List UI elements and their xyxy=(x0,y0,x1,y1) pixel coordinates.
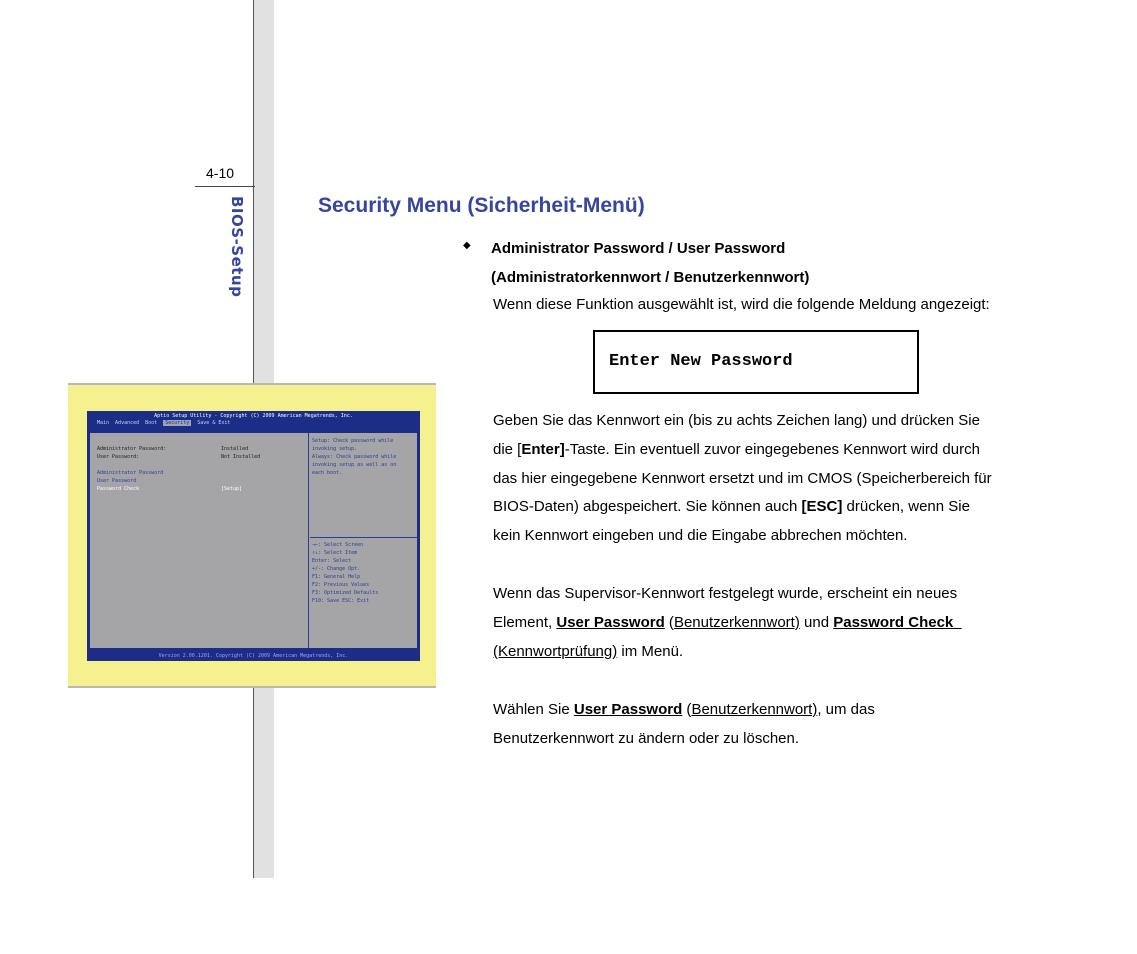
bios-tab-main: Main xyxy=(97,420,110,426)
bios-key-line: Enter: Select xyxy=(312,558,352,564)
bullet-diamond-icon: ◆ xyxy=(463,240,471,251)
item-intro: Wenn diese Funktion ausgewählt ist, wird die folgende Meldung angezeigt: xyxy=(493,296,990,313)
paragraph-line: Benutzerkennwort zu ändern oder zu löschen. xyxy=(493,729,800,747)
paragraph-user-password xyxy=(493,696,875,754)
password-check-translation: (Kennwortprüfung) xyxy=(493,642,618,660)
text-segment: ( xyxy=(664,613,674,631)
page-number-rule xyxy=(195,186,255,187)
text-segment: -Taste. Ein eventuell zuvor eingegebenes Kennwort wird durch xyxy=(564,440,980,458)
text-segment: Wählen Sie xyxy=(493,701,574,718)
bios-key-line: ↑↓: Select Item xyxy=(312,550,358,556)
text-segment: BIOS-Daten) abgespeichert. Sie können auch xyxy=(493,498,802,516)
bios-screenshot xyxy=(87,411,420,661)
password-prompt-box xyxy=(593,330,919,394)
bios-key-legend xyxy=(312,541,378,605)
bios-spacer xyxy=(97,461,308,469)
bios-tabs xyxy=(97,420,230,426)
user-password-translation: Benutzerkennwort) xyxy=(691,701,818,718)
bios-link-admin-password: Administrator Password xyxy=(97,470,164,476)
paragraph-line xyxy=(493,493,992,522)
bios-row-value: Installed xyxy=(221,446,249,452)
text-segment: und xyxy=(799,613,834,631)
esc-key-label: [ESC] xyxy=(801,498,843,516)
bios-key-line: F3: Optimized Defaults xyxy=(312,590,379,596)
user-password-link[interactable]: User Password xyxy=(556,613,665,631)
text-segment xyxy=(953,614,961,631)
item-title-line2: (Administratorkennwort / Benutzerkennwort) xyxy=(491,269,810,286)
bios-row-password-check xyxy=(97,485,308,493)
bios-tab-advanced: Advanced xyxy=(115,420,140,426)
section-heading: Security Menu (Sicherheit-Menü) xyxy=(318,194,645,217)
bios-help-line: Setup: Check password while xyxy=(312,438,394,444)
bios-title: Aptio Setup Utility - Copyright (C) 2009 American Megatrends, Inc. xyxy=(154,413,353,419)
bios-link-user-password: User Password xyxy=(97,478,137,484)
text-segment: im Menü. xyxy=(617,642,684,660)
bios-help-line: invoking setup as well as on xyxy=(312,462,397,468)
bios-help-text xyxy=(310,433,418,477)
paragraph-line: Geben Sie das Kennwort ein (bis zu achts Zeichen lang) und drücken Sie xyxy=(493,412,980,429)
bios-help-line: each boot. xyxy=(312,470,343,476)
user-password-link[interactable]: User Password xyxy=(573,701,683,718)
bios-row-label: User Password: xyxy=(97,454,140,460)
paragraph-line: kein Kennwort eingeben und die Eingabe abbrechen möchten. xyxy=(493,527,908,545)
paragraph-line: das hier eingegebene Kennwort ersetzt und im CMOS (Speicherbereich für xyxy=(493,469,992,487)
bios-row-value: Not Installed xyxy=(221,454,261,460)
text-segment: Element, xyxy=(493,613,557,631)
bios-settings-pane xyxy=(90,433,309,648)
paragraph-line xyxy=(493,696,875,725)
bios-tab-save-exit: Save & Exit xyxy=(197,420,231,426)
bios-row-label: Administrator Password: xyxy=(97,446,167,452)
password-prompt-text: Enter New Password xyxy=(609,352,793,371)
bios-key-line: →←: Select Screen xyxy=(312,542,364,548)
bios-tab-security: Security xyxy=(165,420,190,426)
screenshot-panel xyxy=(68,383,436,688)
bios-tab-boot: Boot xyxy=(145,420,158,426)
bios-body xyxy=(89,432,418,649)
paragraph-line: Wenn das Supervisor-Kennwort festgelegt wurde, erscheint ein neues xyxy=(493,585,958,602)
bios-row-value: [Setup] xyxy=(221,486,243,492)
paragraph-enter-password xyxy=(493,407,992,551)
paragraph-line xyxy=(493,436,992,465)
section-side-label: BIOS-Setup xyxy=(228,196,246,298)
bios-key-line: F10: Save ESC: Exit xyxy=(312,598,370,604)
bios-help-divider xyxy=(310,537,418,538)
paragraph-supervisor xyxy=(493,580,962,666)
paragraph-line xyxy=(493,638,962,667)
bios-key-line: +/-: Change Opt. xyxy=(312,566,361,572)
page-number: 4-10 xyxy=(206,165,235,181)
bios-key-line: F2: Previous Values xyxy=(312,582,370,588)
user-password-translation: Benutzerkennwort) xyxy=(673,613,800,631)
bios-footer: Version 2.00.1201. Copyright (C) 2009 American Megatrends, Inc. xyxy=(158,653,349,659)
bios-row-user-status xyxy=(97,453,308,461)
bios-key-line: F1: General Help xyxy=(312,574,361,580)
bios-help-line: invoking setup. xyxy=(312,446,358,452)
password-check-link[interactable]: Password Check xyxy=(833,613,954,631)
enter-key-label: Enter] xyxy=(521,440,565,458)
bios-help-line: Always: Check password while xyxy=(312,454,397,460)
text-segment: , um das xyxy=(817,701,875,718)
text-segment: ( xyxy=(682,701,692,718)
bios-row-admin-status xyxy=(97,445,308,453)
bios-help-pane xyxy=(310,433,418,648)
text-segment: die [ xyxy=(493,440,522,458)
item-title-line1: Administrator Password / User Password xyxy=(491,240,786,257)
bios-row-label: Password Check xyxy=(97,486,140,492)
paragraph-line xyxy=(493,609,962,638)
text-segment: drücken, wenn Sie xyxy=(842,498,970,516)
